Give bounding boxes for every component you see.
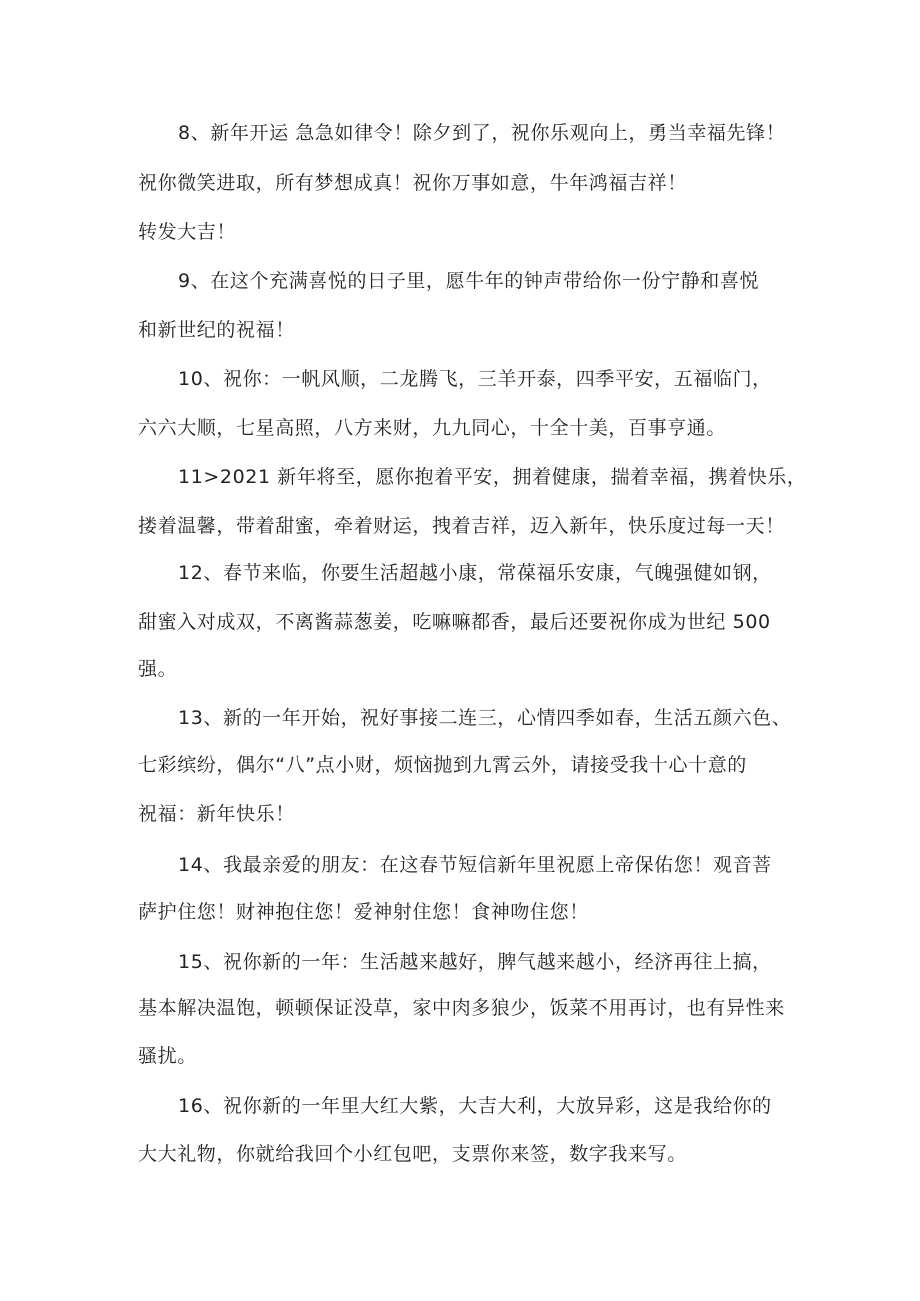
paragraph-line: 16、祝你新的一年里大红大紫，大吉大利，大放异彩，这是我给你的: [178, 1095, 772, 1117]
paragraph-line: 和新世纪的祝福！: [138, 319, 295, 341]
paragraph-line: 祝你微笑进取，所有梦想成真！祝你万事如意，牛年鸿福吉祥！: [138, 172, 687, 194]
paragraph-line: 甜蜜入对成双，不离酱蒜葱姜，吃嘛嘛都香，最后还要祝你成为世纪 500: [138, 611, 771, 633]
paragraph-line: 9、在这个充满喜悦的日子里，愿牛年的钟声带给你一份宁静和喜悦: [178, 270, 760, 292]
paragraph-line: 七彩缤纷，偶尔“八”点小财，烦恼抛到九霄云外，请接受我十心十意的: [138, 754, 747, 776]
paragraph-line: 15、祝你新的一年：生活越来越好，脾气越来越小，经济再往上搞，: [178, 951, 772, 973]
paragraph-line: 转发大吉！: [138, 221, 237, 243]
paragraph-line: 14、我最亲爱的朋友：在这春节短信新年里祝愿上帝保佑您！观音菩: [178, 854, 772, 876]
paragraph-line: 大大礼物，你就给我回个小红包吧，支票你来签，数字我来写。: [138, 1143, 687, 1165]
paragraph-line: 祝福：新年快乐！: [138, 803, 295, 825]
paragraph-line: 搂着温馨，带着甜蜜，牵着财运，拽着吉祥，迈入新年，快乐度过每一天！: [138, 515, 785, 537]
paragraph-line: 8、新年开运 急急如律令！除夕到了，祝你乐观向上，勇当幸福先锋！: [178, 122, 786, 144]
paragraph-line: 强。: [138, 658, 178, 680]
paragraph-line: 13、新的一年开始，祝好事接二连三，心情四季如春，生活五颜六色、: [178, 707, 792, 729]
paragraph-line: 12、春节来临，你要生活超越小康，常葆福乐安康，气魄强健如钢，: [178, 562, 772, 584]
paragraph-line: 10、祝你：一帆风顺，二龙腾飞，三羊开泰，四季平安，五福临门，: [178, 368, 772, 390]
paragraph-line: 骚扰。: [138, 1045, 197, 1067]
paragraph-line: 11>2021 新年将至，愿你抱着平安，拥着健康，揣着幸福，携着快乐，: [178, 466, 807, 488]
paragraph-line: 六六大顺，七星高照，八方来财，九九同心，十全十美，百事亨通。: [138, 417, 727, 439]
paragraph-line: 基本解决温饱，顿顿保证没草，家中肉多狼少，饭菜不用再讨，也有异性来: [138, 997, 785, 1019]
paragraph-line: 萨护住您！财神抱住您！爱神射住您！食神吻住您！: [138, 901, 589, 923]
